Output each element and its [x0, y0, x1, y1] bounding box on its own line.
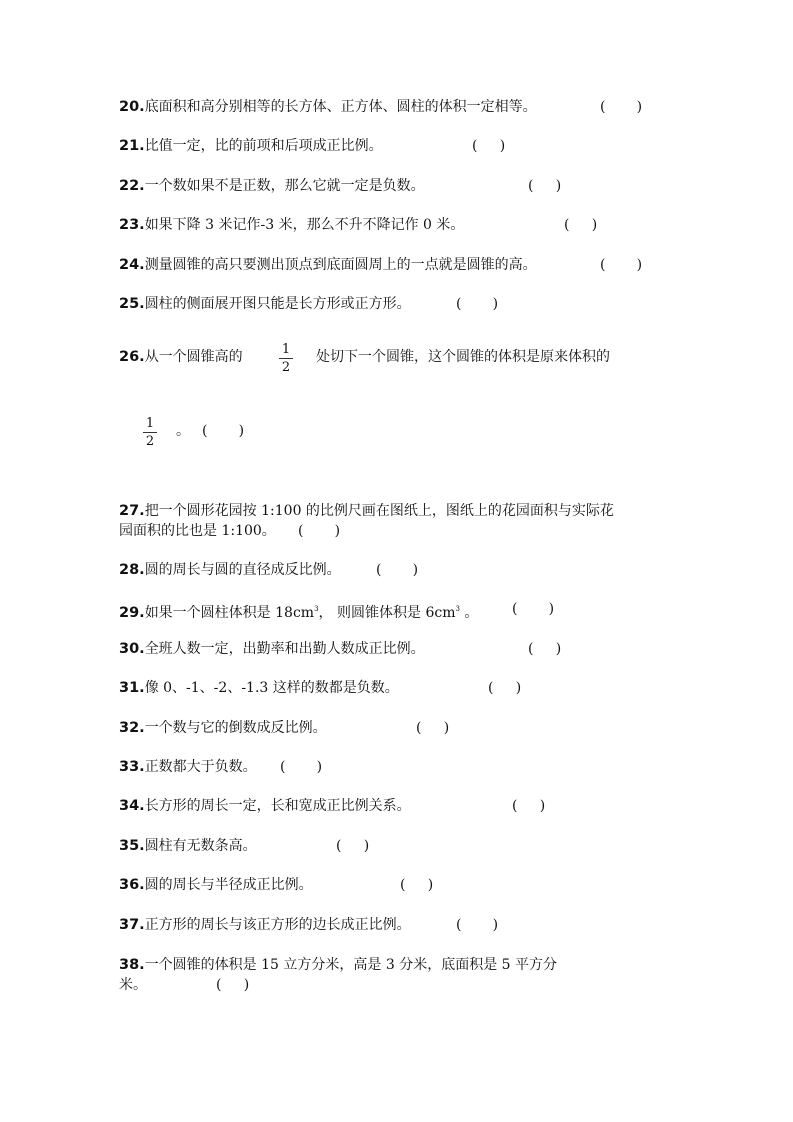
question-text: 圆柱有无数条高。: [144, 838, 257, 854]
question-number: 30.: [119, 641, 145, 657]
answer-blank[interactable]: ( ): [512, 601, 555, 617]
fraction-denominator: 2: [281, 360, 291, 375]
question-26: [119, 347, 243, 367]
answer-blank[interactable]: ( ): [472, 138, 506, 154]
fraction-numerator: 1: [281, 342, 291, 357]
question-text: ， 则圆锥体积是 6cm: [318, 605, 456, 621]
question-number: 35.: [119, 838, 145, 854]
question-25: [119, 294, 411, 314]
question-text: 正方形的周长与该正方形的边长成正比例。: [144, 917, 411, 933]
question-29: [119, 599, 478, 623]
question-number: 21.: [119, 138, 145, 154]
answer-blank[interactable]: ( ): [600, 257, 643, 273]
answer-blank[interactable]: ( ): [376, 562, 419, 578]
fraction-numerator: 1: [145, 416, 155, 431]
question-number: 26.: [119, 349, 145, 365]
question-text: 圆柱的侧面展开图只能是长方形或正方形。: [144, 296, 411, 312]
answer-blank[interactable]: ( ): [298, 523, 341, 539]
question-number: 23.: [119, 217, 145, 233]
question-33: [119, 757, 257, 777]
question-30: [119, 639, 425, 659]
answer-blank[interactable]: ( ): [336, 838, 370, 854]
question-37: [119, 915, 411, 935]
question-23: [119, 215, 464, 235]
question-27: [119, 501, 614, 521]
question-number: 22.: [119, 178, 145, 194]
question-38: [119, 955, 557, 975]
question-text: 长方形的周长一定，长和宽成正比例关系。: [144, 798, 411, 814]
question-text: 圆的周长与半径成正比例。: [144, 877, 313, 893]
question-text: 如果一个圆柱体积是 18cm: [144, 605, 315, 621]
question-number: 24.: [119, 257, 145, 273]
answer-blank[interactable]: ( ): [488, 680, 522, 696]
question-text: 一个数与它的倒数成反比例。: [144, 720, 327, 736]
question-35: [119, 836, 257, 856]
question-end-mark: 。: [176, 423, 190, 439]
question-text-line2: 米。: [119, 977, 147, 993]
answer-blank[interactable]: ( ): [456, 296, 499, 312]
question-number: 29.: [119, 605, 145, 621]
answer-blank[interactable]: ( ): [400, 877, 434, 893]
question-text: 从一个圆锥高的: [144, 349, 243, 365]
answer-blank[interactable]: ( ): [216, 977, 250, 993]
answer-blank[interactable]: ( ): [512, 798, 546, 814]
question-text: 全班人数一定，出勤率和出勤人数成正比例。: [144, 641, 425, 657]
answer-blank[interactable]: ( ): [280, 759, 323, 775]
question-24: [119, 255, 537, 275]
question-text: 如果下降 3 米记作-3 米，那么不升不降记作 0 米。: [144, 217, 465, 233]
question-text-continued: 处切下一个圆锥，这个圆锥的体积是原来体积的: [316, 349, 610, 365]
question-text: 底面积和高分别相等的长方体、正方体、圆柱的体积一定相等。: [144, 99, 537, 115]
question-text: 圆的周长与圆的直径成反比例。: [144, 562, 341, 578]
question-text: 像 0、-1、-2、-1.3 这样的数都是负数。: [144, 680, 399, 696]
question-text: 一个数如果不是正数，那么它就一定是负数。: [144, 178, 425, 194]
answer-blank[interactable]: ( ): [564, 217, 598, 233]
question-text-line2: 园面积的比也是 1:100。: [119, 523, 276, 539]
answer-blank[interactable]: ( ): [456, 917, 499, 933]
question-31: [119, 678, 399, 698]
question-text: 比值一定，比的前项和后项成正比例。: [144, 138, 383, 154]
fraction: [143, 417, 157, 448]
answer-blank[interactable]: ( ): [528, 641, 562, 657]
question-22: [119, 176, 425, 196]
question-number: 38.: [119, 957, 145, 973]
question-number: 34.: [119, 798, 145, 814]
answer-blank[interactable]: ( ): [600, 99, 643, 115]
question-36: [119, 875, 313, 895]
question-28: [119, 560, 341, 580]
answer-blank[interactable]: ( ): [416, 720, 450, 736]
fraction-denominator: 2: [145, 434, 155, 449]
question-34: [119, 796, 411, 816]
question-number: 20.: [119, 99, 145, 115]
question-number: 28.: [119, 562, 145, 578]
answer-blank[interactable]: ( ): [202, 423, 245, 439]
question-number: 36.: [119, 877, 145, 893]
question-text: 测量圆锥的高只要测出顶点到底面圆周上的一点就是圆锥的高。: [144, 257, 537, 273]
question-number: 37.: [119, 917, 145, 933]
question-number: 27.: [119, 503, 145, 519]
question-32: [119, 718, 327, 738]
question-text: 一个圆锥的体积是 15 立方分米，高是 3 分米，底面积是 5 平方分: [144, 957, 558, 973]
superscript: 3: [314, 605, 319, 613]
fraction: [279, 343, 293, 374]
answer-blank[interactable]: ( ): [528, 178, 562, 194]
question-number: 33.: [119, 759, 145, 775]
question-20: [119, 97, 537, 117]
question-number: 31.: [119, 680, 145, 696]
question-number: 32.: [119, 720, 145, 736]
question-21: [119, 136, 383, 156]
question-text: 。: [459, 605, 479, 621]
superscript: 3: [455, 605, 460, 613]
question-text: 正数都大于负数。: [144, 759, 257, 775]
question-text: 把一个圆形花园按 1:100 的比例尺画在图纸上，图纸上的花园面积与实际花: [144, 503, 614, 519]
question-number: 25.: [119, 296, 145, 312]
